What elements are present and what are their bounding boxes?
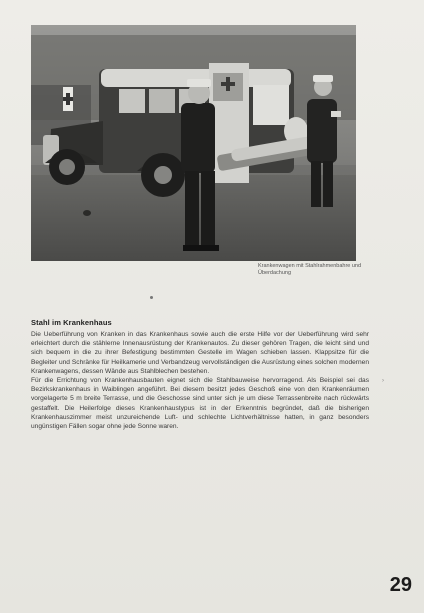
ambulance-photograph: [31, 25, 356, 261]
margin-mark: ›: [382, 378, 384, 384]
body-text: [31, 330, 369, 431]
photo-caption: Krankenwagen mit Stahlrahmenbahre und Überdachung: [258, 263, 362, 276]
page-number: 29: [389, 574, 412, 596]
section-heading: Stahl im Krankenhaus: [31, 318, 112, 327]
paragraph: Die Ueberführung von Kranken in das Krankenhaus sowie auch die erste Hilfe vor der Ueberführung wird sehr erleichtert durch die stählerne Innenausrüstung der Krankenautos. Zu dieser gehören Tragen, die leicht sind und sich bequem in die zu ihrer Befestigung bestimmten Gestelle im Wagen schieben lassen. Klappsitze für die Begleiter und Schränke für Heilkamerie und Verbandzeug vervollständigen die Ausrüstung eines solchen modernen Krankenwagens, dessen Wände aus Stahlblechen bestehen.: [31, 331, 369, 375]
paragraph: Für die Errichtung von Krankenhausbauten eignet sich die Stahlbauweise hervorragend. Als Beispiel sei das Bezirkskrankenhaus in Waiblingen angeführt. Bei diesem besitzt jedes Geschoß eine von den Krankenräumen vorgelagerte 5 m breite Terrasse, und die Geschosse sind unter sich je um diese Terrassenbreite nach rückwärts gestaffelt. Die Heilerfolge dieses Krankenhaustypus ist in der Erkenntnis begründet, daß die bisherigen Krankenhauszimmer meist unzureichende Luft- und schlechte Lichtverhältnisse hatten, in ganz besonders ungünstigen Fällen sogar ohne jede Sonne waren.: [31, 377, 369, 431]
print-dot: [150, 296, 153, 299]
